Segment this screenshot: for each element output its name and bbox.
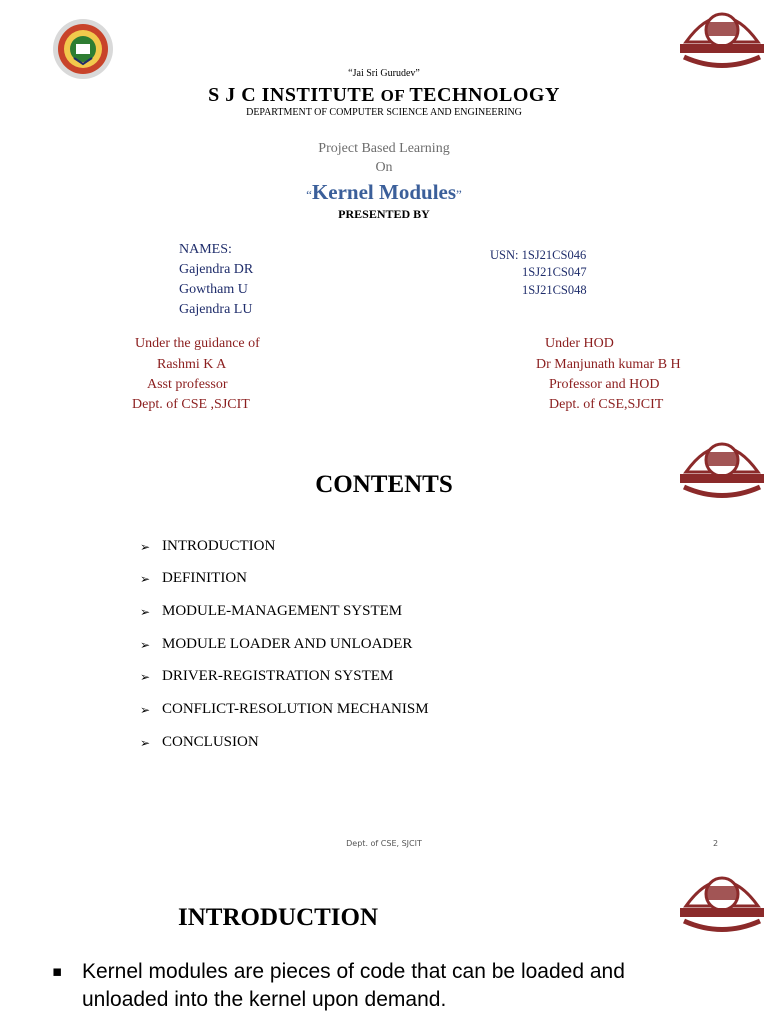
student-name: Gajendra LU bbox=[179, 302, 253, 317]
arrow-bullet-icon: ➢ bbox=[140, 571, 151, 586]
toc-item bbox=[140, 668, 393, 685]
project-title bbox=[0, 180, 768, 205]
department-name: DEPARTMENT OF COMPUTER SCIENCE AND ENGINEERING bbox=[246, 107, 522, 118]
student-name: Gowtham U bbox=[179, 282, 248, 297]
page-number: 2 bbox=[713, 839, 719, 848]
arrow-bullet-icon: ➢ bbox=[140, 702, 151, 717]
toc-item-label: MODULE LOADER AND UNLOADER bbox=[162, 636, 413, 652]
student-name: Gajendra DR bbox=[179, 262, 254, 277]
toc-item-label: CONFLICT-RESOLUTION MECHANISM bbox=[162, 701, 429, 717]
project-subtitle: Project Based Learning bbox=[318, 141, 450, 156]
toc-item-label: DEFINITION bbox=[162, 570, 247, 586]
arrow-bullet-icon: ➢ bbox=[140, 604, 151, 619]
open-quote: “ bbox=[306, 187, 312, 202]
institute-emblem-icon bbox=[676, 2, 768, 72]
institute-emblem-icon bbox=[676, 866, 768, 936]
hod-role: Professor and HOD bbox=[549, 377, 660, 392]
toc-item bbox=[140, 570, 247, 587]
arrow-bullet-icon: ➢ bbox=[140, 539, 151, 554]
usn-value: 1SJ21CS047 bbox=[522, 265, 587, 279]
toc-item bbox=[140, 603, 402, 620]
institute-name bbox=[0, 84, 768, 107]
guide-role: Asst professor bbox=[147, 377, 228, 392]
hod-name: Dr Manjunath kumar B H bbox=[536, 357, 681, 372]
introduction-title: INTRODUCTION bbox=[178, 904, 379, 931]
toc-item-label: MODULE-MANAGEMENT SYSTEM bbox=[162, 603, 403, 619]
footer-text: Dept. of CSE, SJCIT bbox=[346, 839, 422, 848]
toc-item-label: DRIVER-REGISTRATION SYSTEM bbox=[162, 668, 394, 684]
square-bullet-icon: ▪ bbox=[52, 962, 63, 980]
guide-dept: Dept. of CSE ,SJCIT bbox=[132, 397, 250, 412]
presented-by: PRESENTED BY bbox=[338, 207, 430, 221]
arrow-bullet-icon: ➢ bbox=[140, 637, 151, 652]
toc-item-label: CONCLUSION bbox=[162, 734, 259, 750]
names-label: NAMES: bbox=[179, 242, 232, 257]
hod-dept: Dept. of CSE,SJCIT bbox=[549, 397, 664, 412]
contents-title: CONTENTS bbox=[315, 471, 453, 498]
toc-item bbox=[140, 734, 259, 751]
close-quote: ” bbox=[456, 187, 462, 202]
institute-name-part1: S J C INSTITUTE bbox=[208, 84, 381, 106]
toc-item bbox=[140, 701, 429, 718]
institute-name-part2: OF bbox=[380, 86, 410, 105]
project-title-text: Kernel Modules bbox=[311, 180, 457, 204]
introduction-text: Kernel modules are pieces of code that can be loaded and unloaded into the kernel upon demand. bbox=[82, 960, 625, 1011]
institute-name-part3: TECHNOLOGY bbox=[409, 84, 560, 106]
toc-item bbox=[140, 636, 412, 653]
toc-item-label: INTRODUCTION bbox=[162, 538, 276, 554]
arrow-bullet-icon: ➢ bbox=[140, 669, 151, 684]
guide-name: Rashmi K A bbox=[157, 357, 227, 372]
project-subtitle-on: On bbox=[375, 160, 393, 175]
usn-label: USN: 1SJ21CS046 bbox=[490, 248, 587, 262]
arrow-bullet-icon: ➢ bbox=[140, 735, 151, 750]
toc-item bbox=[140, 538, 275, 555]
guide-heading: Under the guidance of bbox=[135, 336, 260, 351]
motto: “Jai Sri Gurudev” bbox=[348, 68, 420, 79]
usn-value: 1SJ21CS048 bbox=[522, 283, 587, 297]
hod-heading: Under HOD bbox=[545, 336, 614, 351]
